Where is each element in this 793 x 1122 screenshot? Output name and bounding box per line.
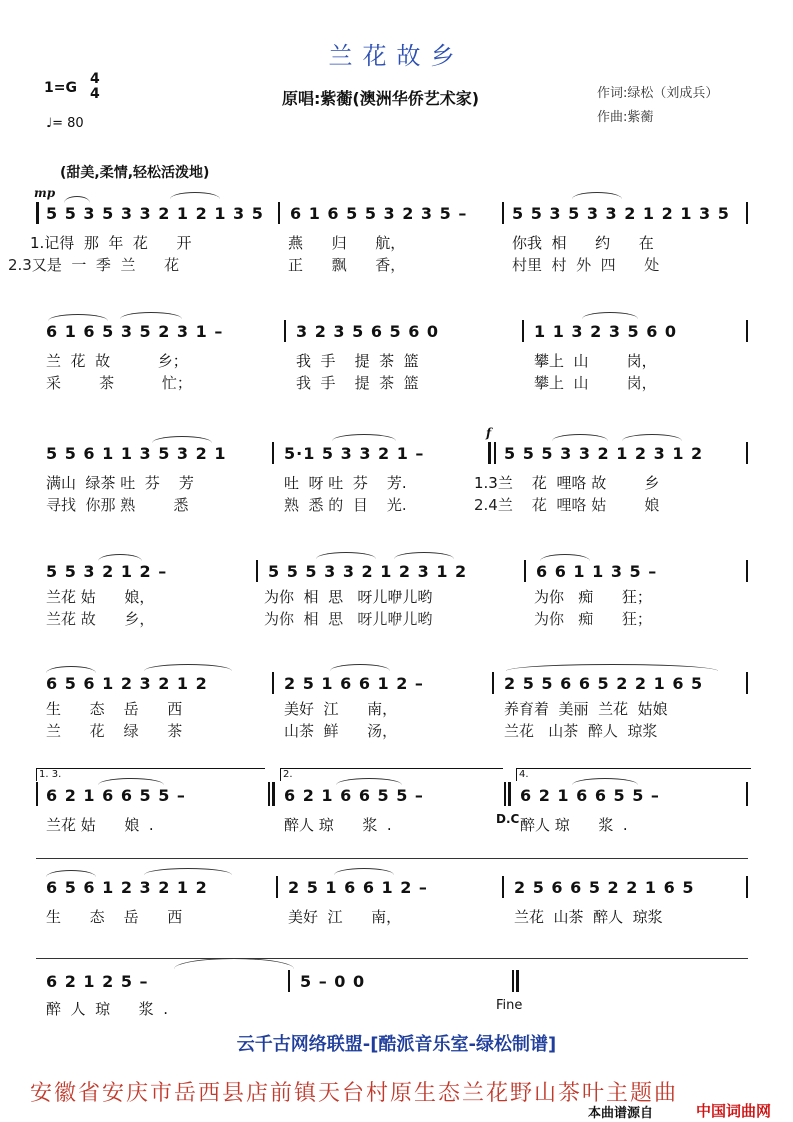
lyric-verse-2: 熟 悉 的 目 光. bbox=[284, 496, 407, 514]
volta-bracket: 4. bbox=[516, 768, 751, 781]
notes-measure: 5 5 5 3 3 2 1 2 3 1 2 bbox=[268, 562, 468, 581]
lyric-verse-1: 满山 绿茶 吐 芬 芳 bbox=[46, 474, 194, 492]
slur bbox=[46, 870, 96, 877]
composer-credit: 作曲:紫蘅 bbox=[597, 110, 654, 125]
notes-measure: 6 2 1 6 6 5 5 – bbox=[520, 786, 660, 805]
lyric-verse-2: 兰花 故 乡， bbox=[46, 610, 155, 628]
lyric-verse-2: 村里 村 外 四 处 bbox=[512, 256, 660, 274]
slur bbox=[506, 664, 718, 671]
slur bbox=[152, 436, 212, 443]
barline bbox=[512, 970, 514, 992]
time-signature bbox=[90, 72, 100, 102]
barline bbox=[492, 672, 494, 694]
lyric-verse-2: 兰花 山茶 醉人 琼浆 bbox=[504, 722, 658, 740]
da-capo-mark: D.C bbox=[496, 812, 520, 826]
notes-measure: 2 5 1 6 6 1 2 – bbox=[288, 878, 428, 897]
barline bbox=[746, 876, 748, 898]
final-barline bbox=[516, 970, 519, 992]
barline bbox=[502, 202, 504, 224]
notes-measure: 5 5 3 2 1 2 – bbox=[46, 562, 168, 581]
notes-measure: 6 5 6 1 2 3 2 1 2 bbox=[46, 878, 208, 897]
barline bbox=[746, 560, 748, 582]
barline bbox=[746, 442, 748, 464]
barline bbox=[746, 782, 748, 806]
section-divider bbox=[36, 958, 748, 959]
lyric-verse-2: 我 手 提 茶 篮 bbox=[296, 374, 419, 392]
volta-bracket: 1. 3. bbox=[36, 768, 265, 781]
lyric-verse-1: 醉 人 琼 浆 . bbox=[46, 1000, 168, 1018]
notes-measure: 6 6 1 1 3 5 – bbox=[536, 562, 658, 581]
slur bbox=[120, 312, 182, 319]
lyric-verse-1: 1.记得 那 年 花 开 bbox=[30, 234, 192, 252]
lyric-verse-2: 山茶 鲜 汤， bbox=[284, 722, 398, 740]
slur bbox=[552, 434, 608, 441]
notes-measure: 6 1 6 5 3 5 2 3 1 – bbox=[46, 322, 224, 341]
slur bbox=[540, 554, 590, 561]
lyric-verse-1: 1.3兰 花 哩咯 故 乡 bbox=[474, 474, 660, 492]
lyric-verse-1: 吐 呀 吐 芬 芳. bbox=[284, 474, 407, 492]
lyric-verse-1: 兰 花 故 乡； bbox=[46, 352, 188, 370]
barline bbox=[746, 202, 748, 224]
notation-credit: 云千古网络联盟-[酷派音乐室-绿松制谱] bbox=[236, 1034, 557, 1055]
page-title: 兰花故乡 bbox=[328, 42, 465, 70]
barline bbox=[504, 782, 506, 806]
slur bbox=[98, 778, 164, 785]
tempo-mark: ♩= 80 bbox=[46, 116, 84, 131]
barline bbox=[256, 560, 258, 582]
slur bbox=[48, 314, 108, 321]
slur bbox=[582, 312, 638, 319]
lyric-verse-2: 攀上 山 岗， bbox=[534, 374, 657, 392]
key-signature: 1=G bbox=[44, 80, 77, 96]
lyric-verse-1: 生 态 岳 西 bbox=[46, 700, 183, 718]
barline bbox=[272, 672, 274, 694]
singer-credit: 原唱:紫蘅(澳洲华侨艺术家) bbox=[282, 89, 480, 108]
slur bbox=[572, 192, 622, 199]
time-bottom: 4 bbox=[90, 86, 100, 102]
time-top: 4 bbox=[90, 71, 100, 87]
barline bbox=[276, 876, 278, 898]
slur bbox=[98, 554, 142, 561]
lyric-verse-1: 攀上 山 岗， bbox=[534, 352, 657, 370]
fine-mark: Fine bbox=[496, 998, 523, 1013]
lyric-verse-1: 醉人 琼 浆 . bbox=[520, 816, 628, 834]
barline bbox=[36, 202, 39, 224]
slur bbox=[332, 434, 396, 441]
lyric-verse-1: 美好 江 南， bbox=[284, 700, 398, 718]
barline bbox=[522, 320, 524, 342]
notes-measure: 5 5 6 1 1 3 5 3 2 1 bbox=[46, 444, 227, 463]
slur bbox=[334, 868, 394, 875]
notes-measure: 2 5 1 6 6 1 2 – bbox=[284, 674, 424, 693]
lyric-verse-2: 为你 相 思 呀儿咿儿哟 bbox=[264, 610, 433, 628]
lyric-verse-2: 正 飘 香， bbox=[288, 256, 406, 274]
notes-measure: 5 – 0 0 bbox=[300, 972, 366, 991]
notes-measure: 1 1 3 2 3 5 6 0 bbox=[534, 322, 678, 341]
barline bbox=[272, 442, 274, 464]
lyric-verse-1: 兰花 姑 娘， bbox=[46, 588, 155, 606]
slur bbox=[64, 196, 90, 203]
notes-measure: 2 5 5 6 6 5 2 2 1 6 5 bbox=[504, 674, 704, 693]
slur bbox=[144, 868, 232, 875]
lyric-verse-1: 为你 痴 狂； bbox=[534, 588, 652, 606]
lyric-verse-1: 兰花 山茶 醉人 琼浆 bbox=[514, 908, 663, 926]
lyric-verse-1: 生 态 岳 西 bbox=[46, 908, 183, 926]
lyric-verse-1: 为你 相 思 呀儿咿儿哟 bbox=[264, 588, 433, 606]
dynamic-f: f bbox=[486, 426, 492, 440]
section-divider bbox=[36, 858, 748, 859]
notes-measure: 6 2 1 2 5 – bbox=[46, 972, 149, 991]
barline bbox=[502, 876, 504, 898]
notes-measure: 5 5 3 5 3 3 2 1 2 1 3 5 bbox=[46, 204, 264, 223]
notes-measure: 3 2 3 5 6 5 6 0 bbox=[296, 322, 440, 341]
dynamic-mp: mp bbox=[34, 186, 56, 200]
barline bbox=[524, 560, 526, 582]
lyric-verse-1: 你我 相 约 在 bbox=[512, 234, 654, 252]
lyric-verse-1: 燕 归 航， bbox=[288, 234, 406, 252]
lyric-verse-2: 2.3又是 一 季 兰 花 bbox=[8, 256, 180, 274]
lyric-verse-1: 我 手 提 茶 篮 bbox=[296, 352, 419, 370]
lyric-verse-1: 养育着 美丽 兰花 姑娘 bbox=[504, 700, 668, 718]
repeat-barline bbox=[488, 442, 491, 464]
lyric-verse-1: 醉人 琼 浆 . bbox=[284, 816, 392, 834]
lyricist-credit: 作词:绿松（刘成兵） bbox=[597, 86, 719, 101]
barline bbox=[746, 320, 748, 342]
notes-measure: 6 2 1 6 6 5 5 – bbox=[284, 786, 424, 805]
lyric-verse-1: 兰花 姑 娘 . bbox=[46, 816, 154, 834]
song-origin-caption: 安徽省安庆市岳西县店前镇天台村原生态兰花野山茶叶主题曲 bbox=[30, 1081, 679, 1106]
notes-measure: 5 5 3 5 3 3 2 1 2 1 3 5 bbox=[512, 204, 730, 223]
slur bbox=[170, 192, 220, 199]
barline bbox=[36, 782, 38, 806]
lyric-verse-2: 寻找 你那 熟 悉 bbox=[46, 496, 189, 514]
slur bbox=[330, 664, 390, 671]
barline bbox=[284, 320, 286, 342]
tie bbox=[174, 958, 294, 969]
slur bbox=[316, 552, 376, 559]
barline bbox=[278, 202, 280, 224]
barline bbox=[268, 782, 270, 806]
lyric-verse-2: 为你 痴 狂； bbox=[534, 610, 652, 628]
slur bbox=[46, 666, 96, 673]
site-watermark: 中国词曲网 bbox=[696, 1102, 772, 1120]
notes-measure: 6 2 1 6 6 5 5 – bbox=[46, 786, 186, 805]
slur bbox=[622, 434, 682, 441]
repeat-barline bbox=[508, 782, 511, 806]
lyric-verse-2: 兰 花 绿 茶 bbox=[46, 722, 183, 740]
slur bbox=[336, 778, 402, 785]
notes-measure: 5 5 5 3 3 2 1 2 3 1 2 bbox=[504, 444, 704, 463]
lyric-verse-1: 美好 江 南， bbox=[288, 908, 402, 926]
barline bbox=[746, 672, 748, 694]
barline bbox=[494, 442, 496, 464]
notes-measure: 5·1 5 3 3 2 1 – bbox=[284, 444, 425, 463]
slur bbox=[572, 778, 638, 785]
barline bbox=[288, 970, 290, 992]
volta-bracket: 2. bbox=[280, 768, 503, 781]
notes-measure: 2 5 6 6 5 2 2 1 6 5 bbox=[514, 878, 695, 897]
slur bbox=[394, 552, 454, 559]
slur bbox=[144, 664, 232, 671]
expression-mark: (甜美,柔情,轻松活泼地) bbox=[60, 165, 210, 181]
notes-measure: 6 1 6 5 5 3 2 3 5 – bbox=[290, 204, 468, 223]
repeat-barline bbox=[272, 782, 275, 806]
lyric-verse-2: 2.4兰 花 哩咯 姑 娘 bbox=[474, 496, 660, 514]
source-label: 本曲谱源自 bbox=[588, 1106, 654, 1121]
lyric-verse-2: 采 茶 忙； bbox=[46, 374, 192, 392]
notes-measure: 6 5 6 1 2 3 2 1 2 bbox=[46, 674, 208, 693]
